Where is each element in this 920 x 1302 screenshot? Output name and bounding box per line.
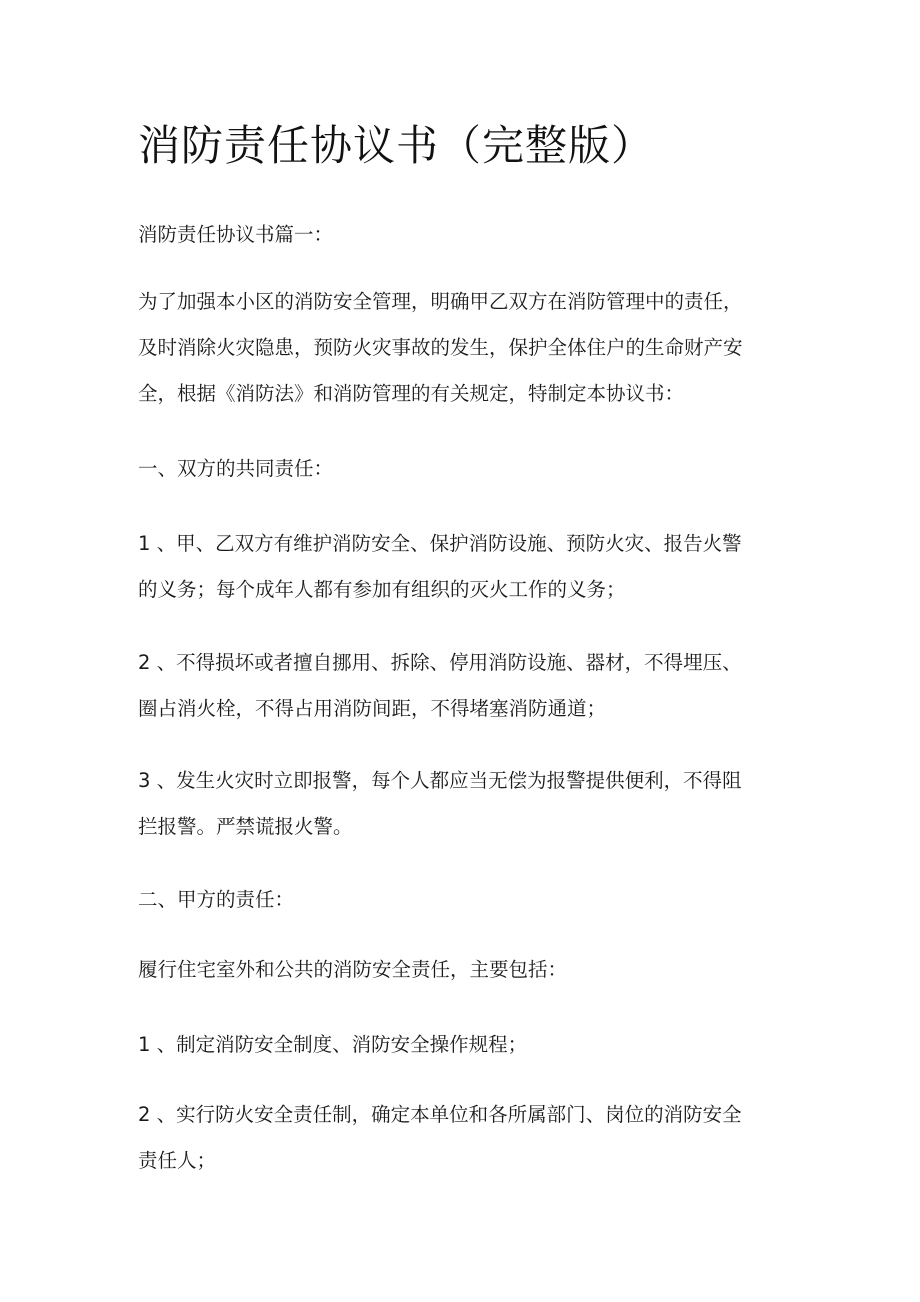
text-line: 全，根据《消防法》和消防管理的有关规定，特制定本协议书： <box>138 382 685 405</box>
text-line: 2 、实行防火安全责任制，确定本单位和各所属部门、岗位的消防安全 <box>138 1103 742 1126</box>
document-title: 消防责任协议书（完整版） <box>138 121 655 170</box>
intro-paragraph <box>138 279 798 417</box>
clause-shared-2 <box>138 640 798 732</box>
party-a-intro <box>138 947 798 993</box>
text-line: 的义务；每个成年人都有参加有组织的灭火工作的义务； <box>138 578 626 601</box>
text-line: 拦报警。严禁谎报火警。 <box>138 815 353 838</box>
clause-shared-1 <box>138 521 798 613</box>
text-line: 1 、甲、乙双方有维护消防安全、保护消防设施、预防火灾、报告火警 <box>138 532 742 555</box>
text-line: 1 、制定消防安全制度、消防安全操作规程； <box>138 1033 528 1056</box>
text-line: 一、双方的共同责任： <box>138 457 334 480</box>
section-heading-part-one <box>138 212 798 258</box>
section-heading-party-a <box>138 877 798 923</box>
clause-party-a-2 <box>138 1092 798 1184</box>
text-line: 消防责任协议书篇一： <box>138 223 334 246</box>
text-line: 2 、不得损坏或者擅自挪用、拆除、停用消防设施、器材，不得埋压、 <box>138 651 742 674</box>
clause-party-a-1 <box>138 1022 798 1068</box>
text-line: 为了加强本小区的消防安全管理，明确甲乙双方在消防管理中的责任， <box>138 290 743 313</box>
text-line: 及时消除火灾隐患，预防火灾事故的发生，保护全体住户的生命财产安 <box>138 336 743 359</box>
clause-shared-3 <box>138 758 798 850</box>
text-line: 3 、发生火灾时立即报警，每个人都应当无偿为报警提供便利，不得阻 <box>138 769 742 792</box>
section-heading-shared-duties <box>138 446 798 492</box>
text-line: 圈占消火栓，不得占用消防间距，不得堵塞消防通道； <box>138 697 607 720</box>
text-line: 履行住宅室外和公共的消防安全责任，主要包括： <box>138 958 568 981</box>
text-line: 责任人； <box>138 1149 217 1172</box>
text-line: 二、甲方的责任： <box>138 888 295 911</box>
